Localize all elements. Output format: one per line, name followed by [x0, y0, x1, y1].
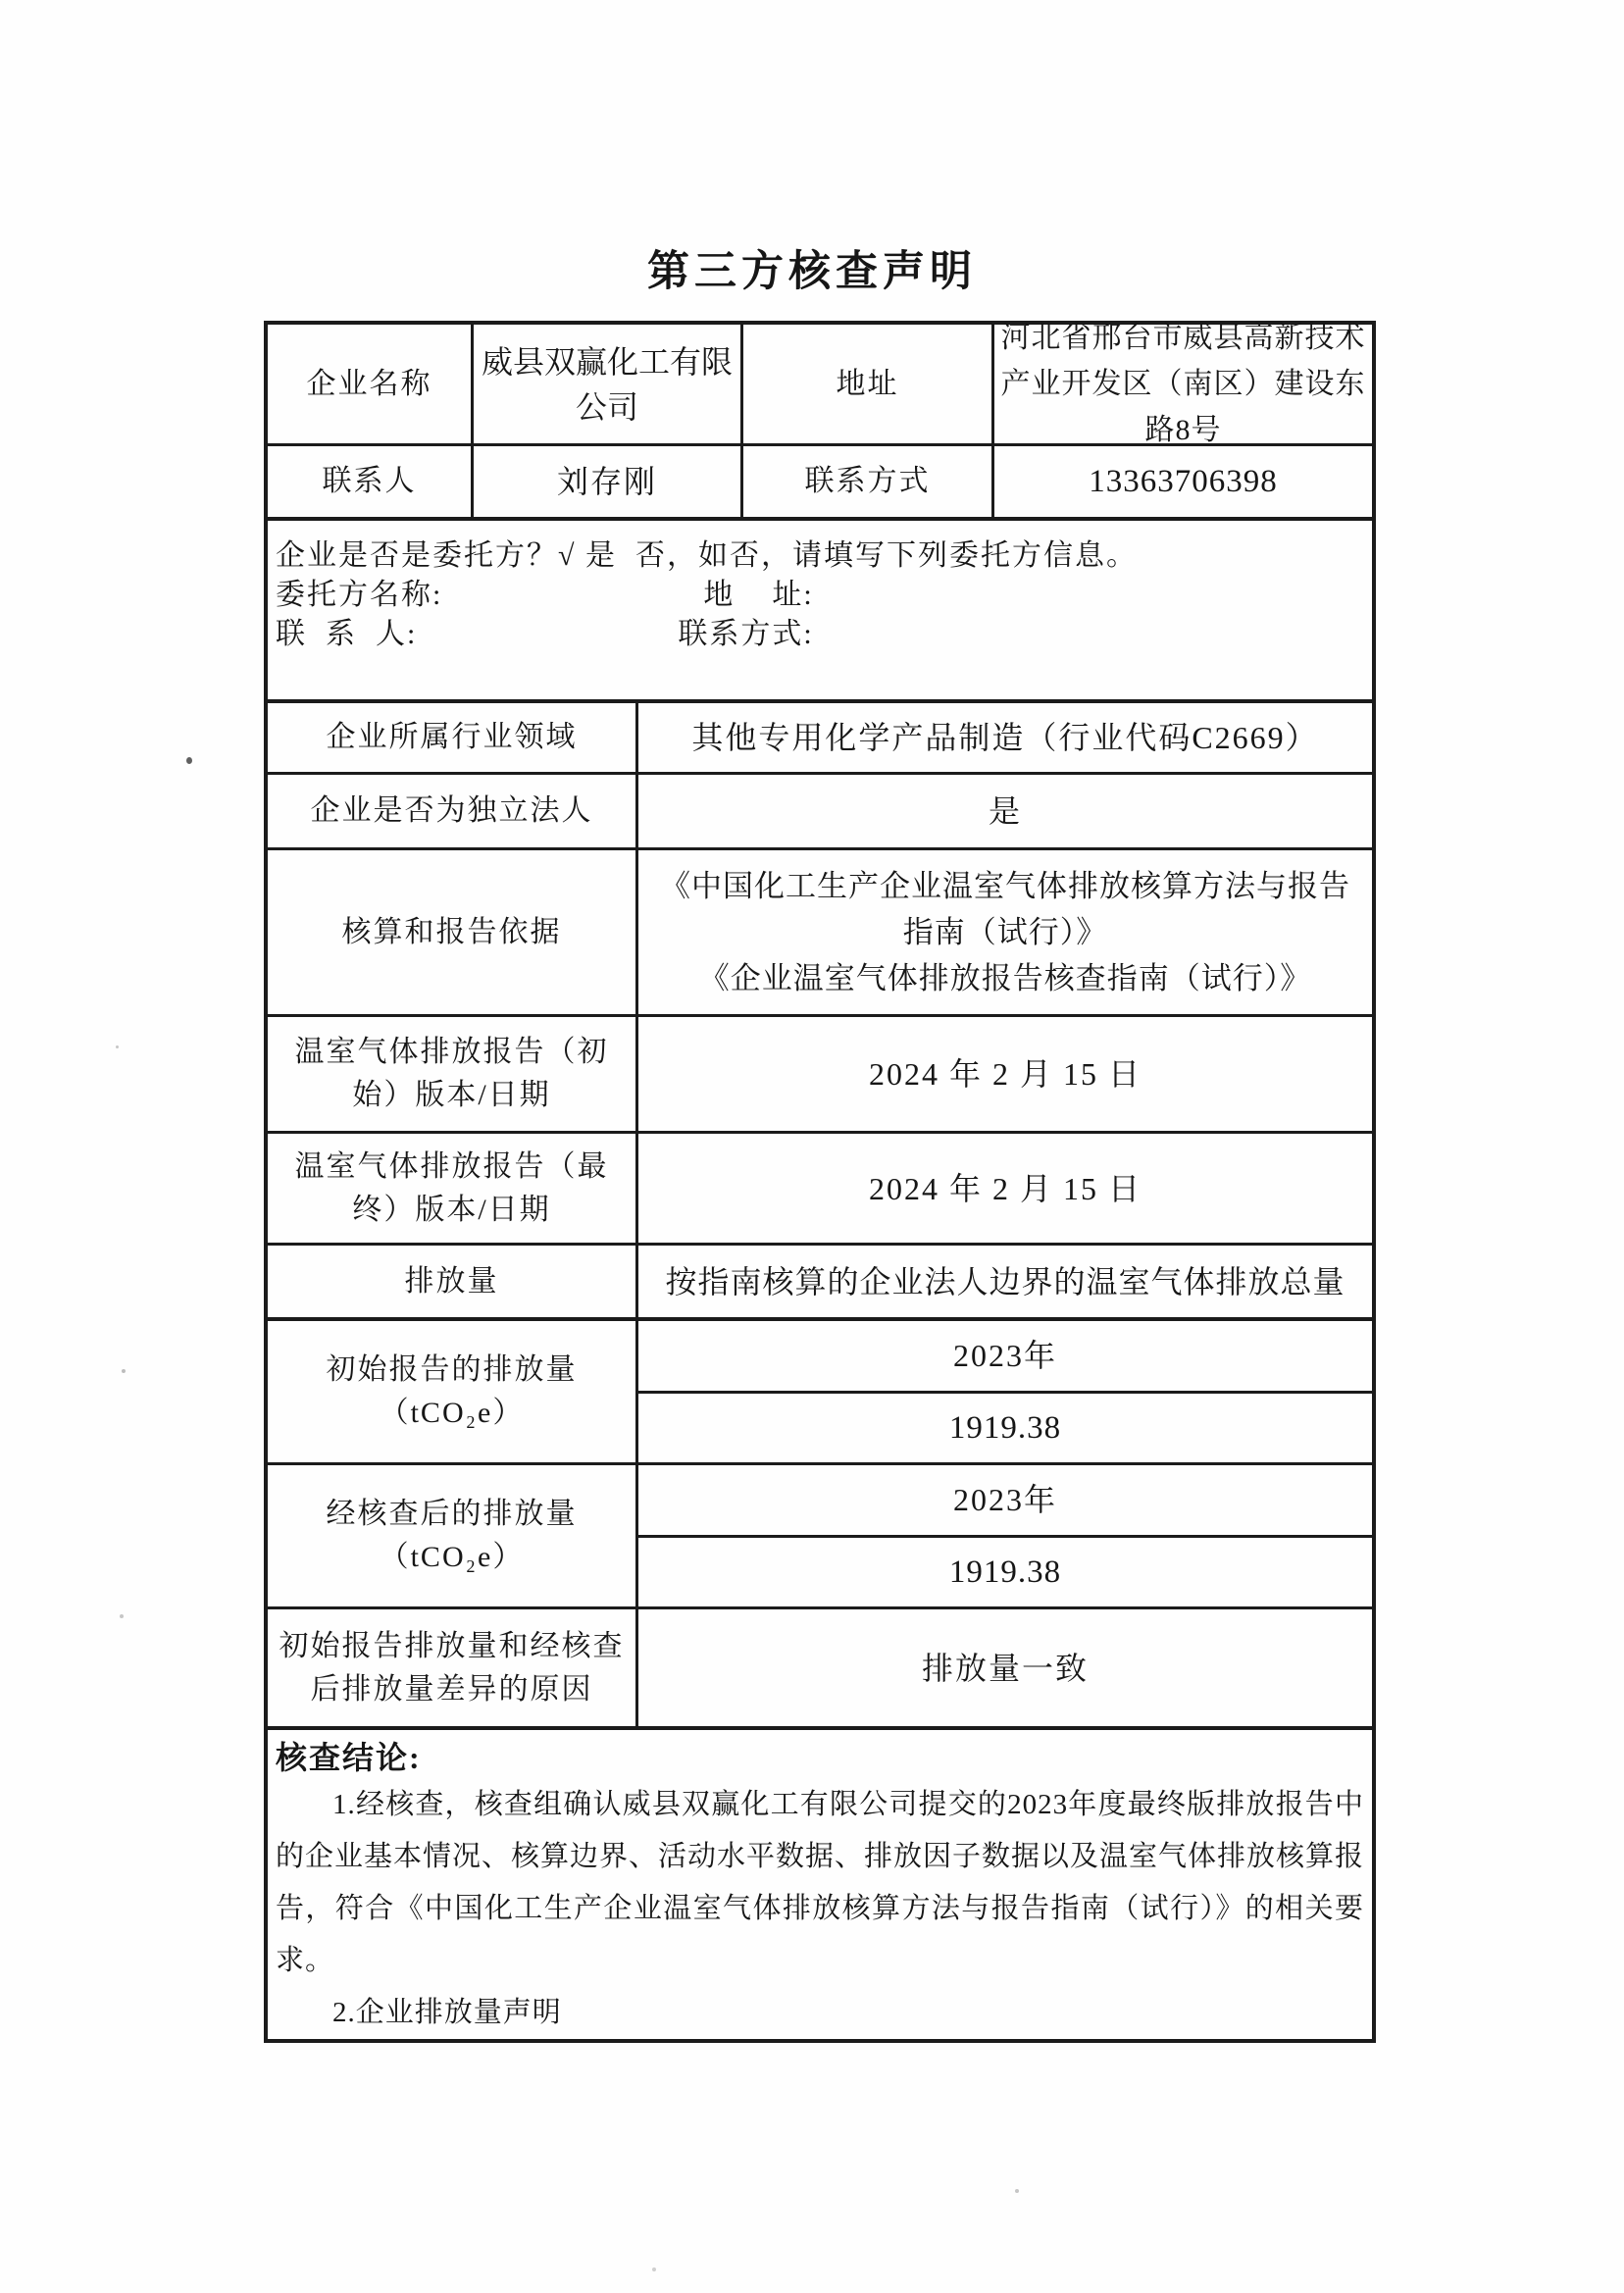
contact-label: 联系人 [268, 446, 474, 517]
basis-guideline-2: 《企业温室气体排放报告核查指南（试行）》 [698, 961, 1312, 995]
initial-emission-year: 2023年 [638, 1321, 1372, 1394]
table-row-basis [268, 850, 1372, 1017]
scan-speck [116, 1045, 119, 1048]
initial-emission-values [638, 1321, 1372, 1462]
delegation-line2: 委托方名称: 地 址: [276, 579, 814, 611]
table-row-difference [268, 1609, 1372, 1730]
conclusion-heading: 核查结论: [276, 1740, 422, 1775]
final-report-label: 温室气体排放报告（最终）版本/日期 [268, 1134, 638, 1243]
table-row-conclusion [268, 1730, 1372, 2039]
company-name-value: 威县双赢化工有限公司 [474, 325, 743, 443]
legal-entity-value: 是 [988, 793, 1022, 829]
table-row-company [268, 322, 1372, 446]
initial-emission-unit: （tCO₂e） [379, 1397, 525, 1429]
scan-speck [1015, 2189, 1019, 2193]
difference-value: 排放量一致 [921, 1650, 1089, 1686]
emission-scope-value: 按指南核算的企业法人边界的温室气体排放总量 [665, 1263, 1345, 1299]
verified-emission-value: 1919.38 [948, 1554, 1062, 1590]
table-row-contact [268, 446, 1372, 521]
table-row-initial-emission [268, 1321, 1372, 1465]
verified-emission-label-cell [268, 1465, 638, 1606]
difference-label: 初始报告排放量和经核查后排放量差异的原因 [268, 1609, 638, 1726]
conclusion-paragraph-2: 2.企业排放量声明 [332, 1997, 562, 2028]
conclusion-paragraph-1: 1.经核查，核查组确认威县双赢化工有限公司提交的2023年度最终版排放报告中的企业基本情况、核算边界、活动水平数据、排放因子数据以及温室气体排放核算报告，符合《中国化工生产企业温室气体排放核算方法与报告指南（试行）》的相关要求。 [276, 1789, 1365, 1976]
company-name-label: 企业名称 [268, 325, 474, 443]
verified-emission-unit: （tCO₂e） [379, 1541, 525, 1573]
delegation-cell [268, 521, 1372, 699]
address-label: 地址 [743, 325, 994, 443]
scan-speck [122, 1369, 126, 1373]
conclusion-cell [268, 1730, 1372, 2039]
scan-speck [186, 757, 192, 764]
table-row-final-report [268, 1134, 1372, 1246]
scan-speck [652, 2268, 656, 2271]
table-row-emission-scope [268, 1246, 1372, 1321]
emission-scope-label: 排放量 [268, 1246, 638, 1317]
initial-emission-value: 1919.38 [948, 1409, 1062, 1446]
verification-table [264, 321, 1376, 2043]
verified-emission-year: 2023年 [638, 1465, 1372, 1538]
delegation-line3: 联 系 人: 联系方式: [276, 618, 814, 650]
initial-emission-label: 初始报告的排放量 [326, 1353, 578, 1386]
basis-label: 核算和报告依据 [268, 850, 638, 1014]
basis-guideline-1: 《中国化工生产企业温室气体排放核算方法与报告指南（试行）》 [660, 869, 1350, 949]
delegation-line1: 企业是否是委托方？√ 是 否，如否，请填写下列委托方信息。 [276, 539, 1138, 572]
verified-emission-values [638, 1465, 1372, 1606]
phone-label: 联系方式 [743, 446, 994, 517]
document-title: 第三方核查声明 [647, 249, 977, 295]
table-row-industry [268, 703, 1372, 775]
contact-value: 刘存刚 [474, 446, 743, 517]
table-row-verified-emission [268, 1465, 1372, 1609]
initial-emission-label-cell [268, 1321, 638, 1462]
initial-report-date: 2024 年 2 月 15 日 [868, 1056, 1142, 1092]
address-value: 河北省邢台市威县高新技术产业开发区（南区）建设东路8号 [1000, 322, 1366, 446]
initial-report-label: 温室气体排放报告（初始）版本/日期 [268, 1017, 638, 1131]
verified-emission-label: 经核查后的排放量 [326, 1498, 578, 1530]
final-report-date: 2024 年 2 月 15 日 [868, 1170, 1142, 1206]
phone-value: 13363706398 [1089, 464, 1278, 499]
scan-speck [120, 1614, 124, 1618]
legal-entity-label: 企业是否为独立法人 [268, 775, 638, 847]
industry-label: 企业所属行业领域 [268, 703, 638, 772]
industry-value: 其他专用化学产品制造（行业代码C2669） [691, 720, 1319, 755]
table-row-initial-report [268, 1017, 1372, 1134]
table-row-legal-entity [268, 775, 1372, 850]
table-row-delegation [268, 521, 1372, 703]
basis-value [638, 850, 1372, 1014]
